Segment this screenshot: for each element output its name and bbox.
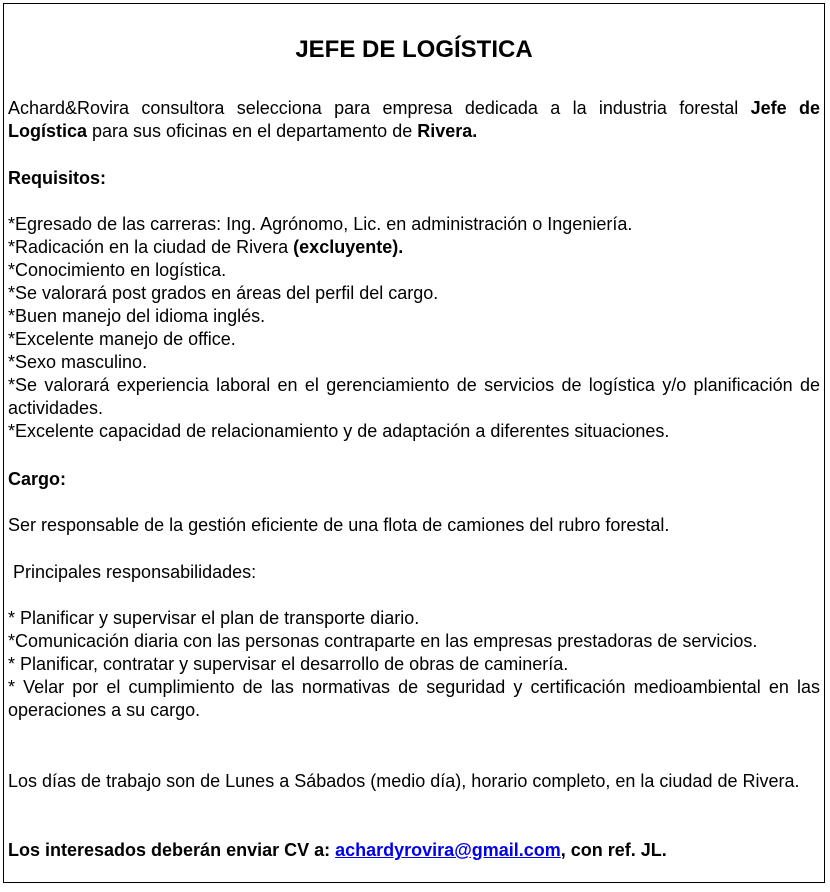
job-posting-frame — [3, 3, 825, 883]
requisito-item: *Conocimiento en logística. — [8, 260, 227, 280]
requisitos-list — [8, 213, 820, 443]
responsabilidades-heading: Principales responsabilidades: — [8, 562, 257, 582]
page-title: JEFE DE LOGÍSTICA — [295, 36, 533, 63]
requisito-item: *Sexo masculino. — [8, 352, 148, 372]
responsabilidad-item: * Planificar, contratar y supervisar el desarrollo de obras de caminería. — [8, 654, 569, 674]
contact-paragraph — [8, 839, 820, 862]
intro-paragraph — [8, 97, 820, 143]
requisito-item-bold: (excluyente). — [293, 237, 404, 257]
requisito-item-text: *Radicación en la ciudad de Rivera — [8, 237, 294, 257]
responsabilidad-item: * Velar por el cumplimiento de las normativas de seguridad y certificación medioambiental en las operaciones a su cargo. — [8, 677, 820, 720]
email-link[interactable]: achardyrovira@gmail.com — [335, 840, 561, 860]
cargo-heading: Cargo: — [8, 469, 66, 489]
contact-suffix: , con ref. JL. — [560, 840, 667, 860]
cargo-description: Ser responsable de la gestión eficiente de una flota de camiones del rubro forestal. — [8, 515, 670, 535]
intro-text-1: Achard&Rovira consultora selecciona para empresa dedicada a la industria forestal — [8, 98, 751, 118]
schedule-paragraph: Los días de trabajo son de Lunes a Sábados (medio día), horario completo, en la ciudad de Rivera. — [8, 771, 800, 791]
requisito-item: *Buen manejo del idioma inglés. — [8, 306, 266, 326]
intro-job-title: Jefe de Logística — [8, 98, 820, 141]
requisito-item: *Excelente capacidad de relacionamiento y de adaptación a diferentes situaciones. — [8, 421, 670, 441]
responsabilidad-item: *Comunicación diaria con las personas contraparte en las empresas prestadoras de servicios. — [8, 631, 758, 651]
responsabilidades-list — [8, 607, 820, 722]
requisito-item: *Egresado de las carreras: Ing. Agrónomo, Lic. en administración o Ingeniería. — [8, 214, 633, 234]
requisito-item: *Se valorará experiencia laboral en el gerenciamiento de servicios de logística y/o planificación de actividades. — [8, 375, 820, 418]
requisito-item: *Se valorará post grados en áreas del perfil del cargo. — [8, 283, 439, 303]
intro-location: Rivera. — [417, 121, 478, 141]
requisito-item: *Excelente manejo de office. — [8, 329, 236, 349]
requisitos-heading: Requisitos: — [8, 168, 107, 188]
intro-text-2: para sus oficinas en el departamento de — [87, 121, 418, 141]
contact-prefix: Los interesados deberán enviar CV a: — [8, 840, 336, 860]
responsabilidad-item: * Planificar y supervisar el plan de transporte diario. — [8, 608, 420, 628]
requisito-item — [8, 236, 820, 259]
